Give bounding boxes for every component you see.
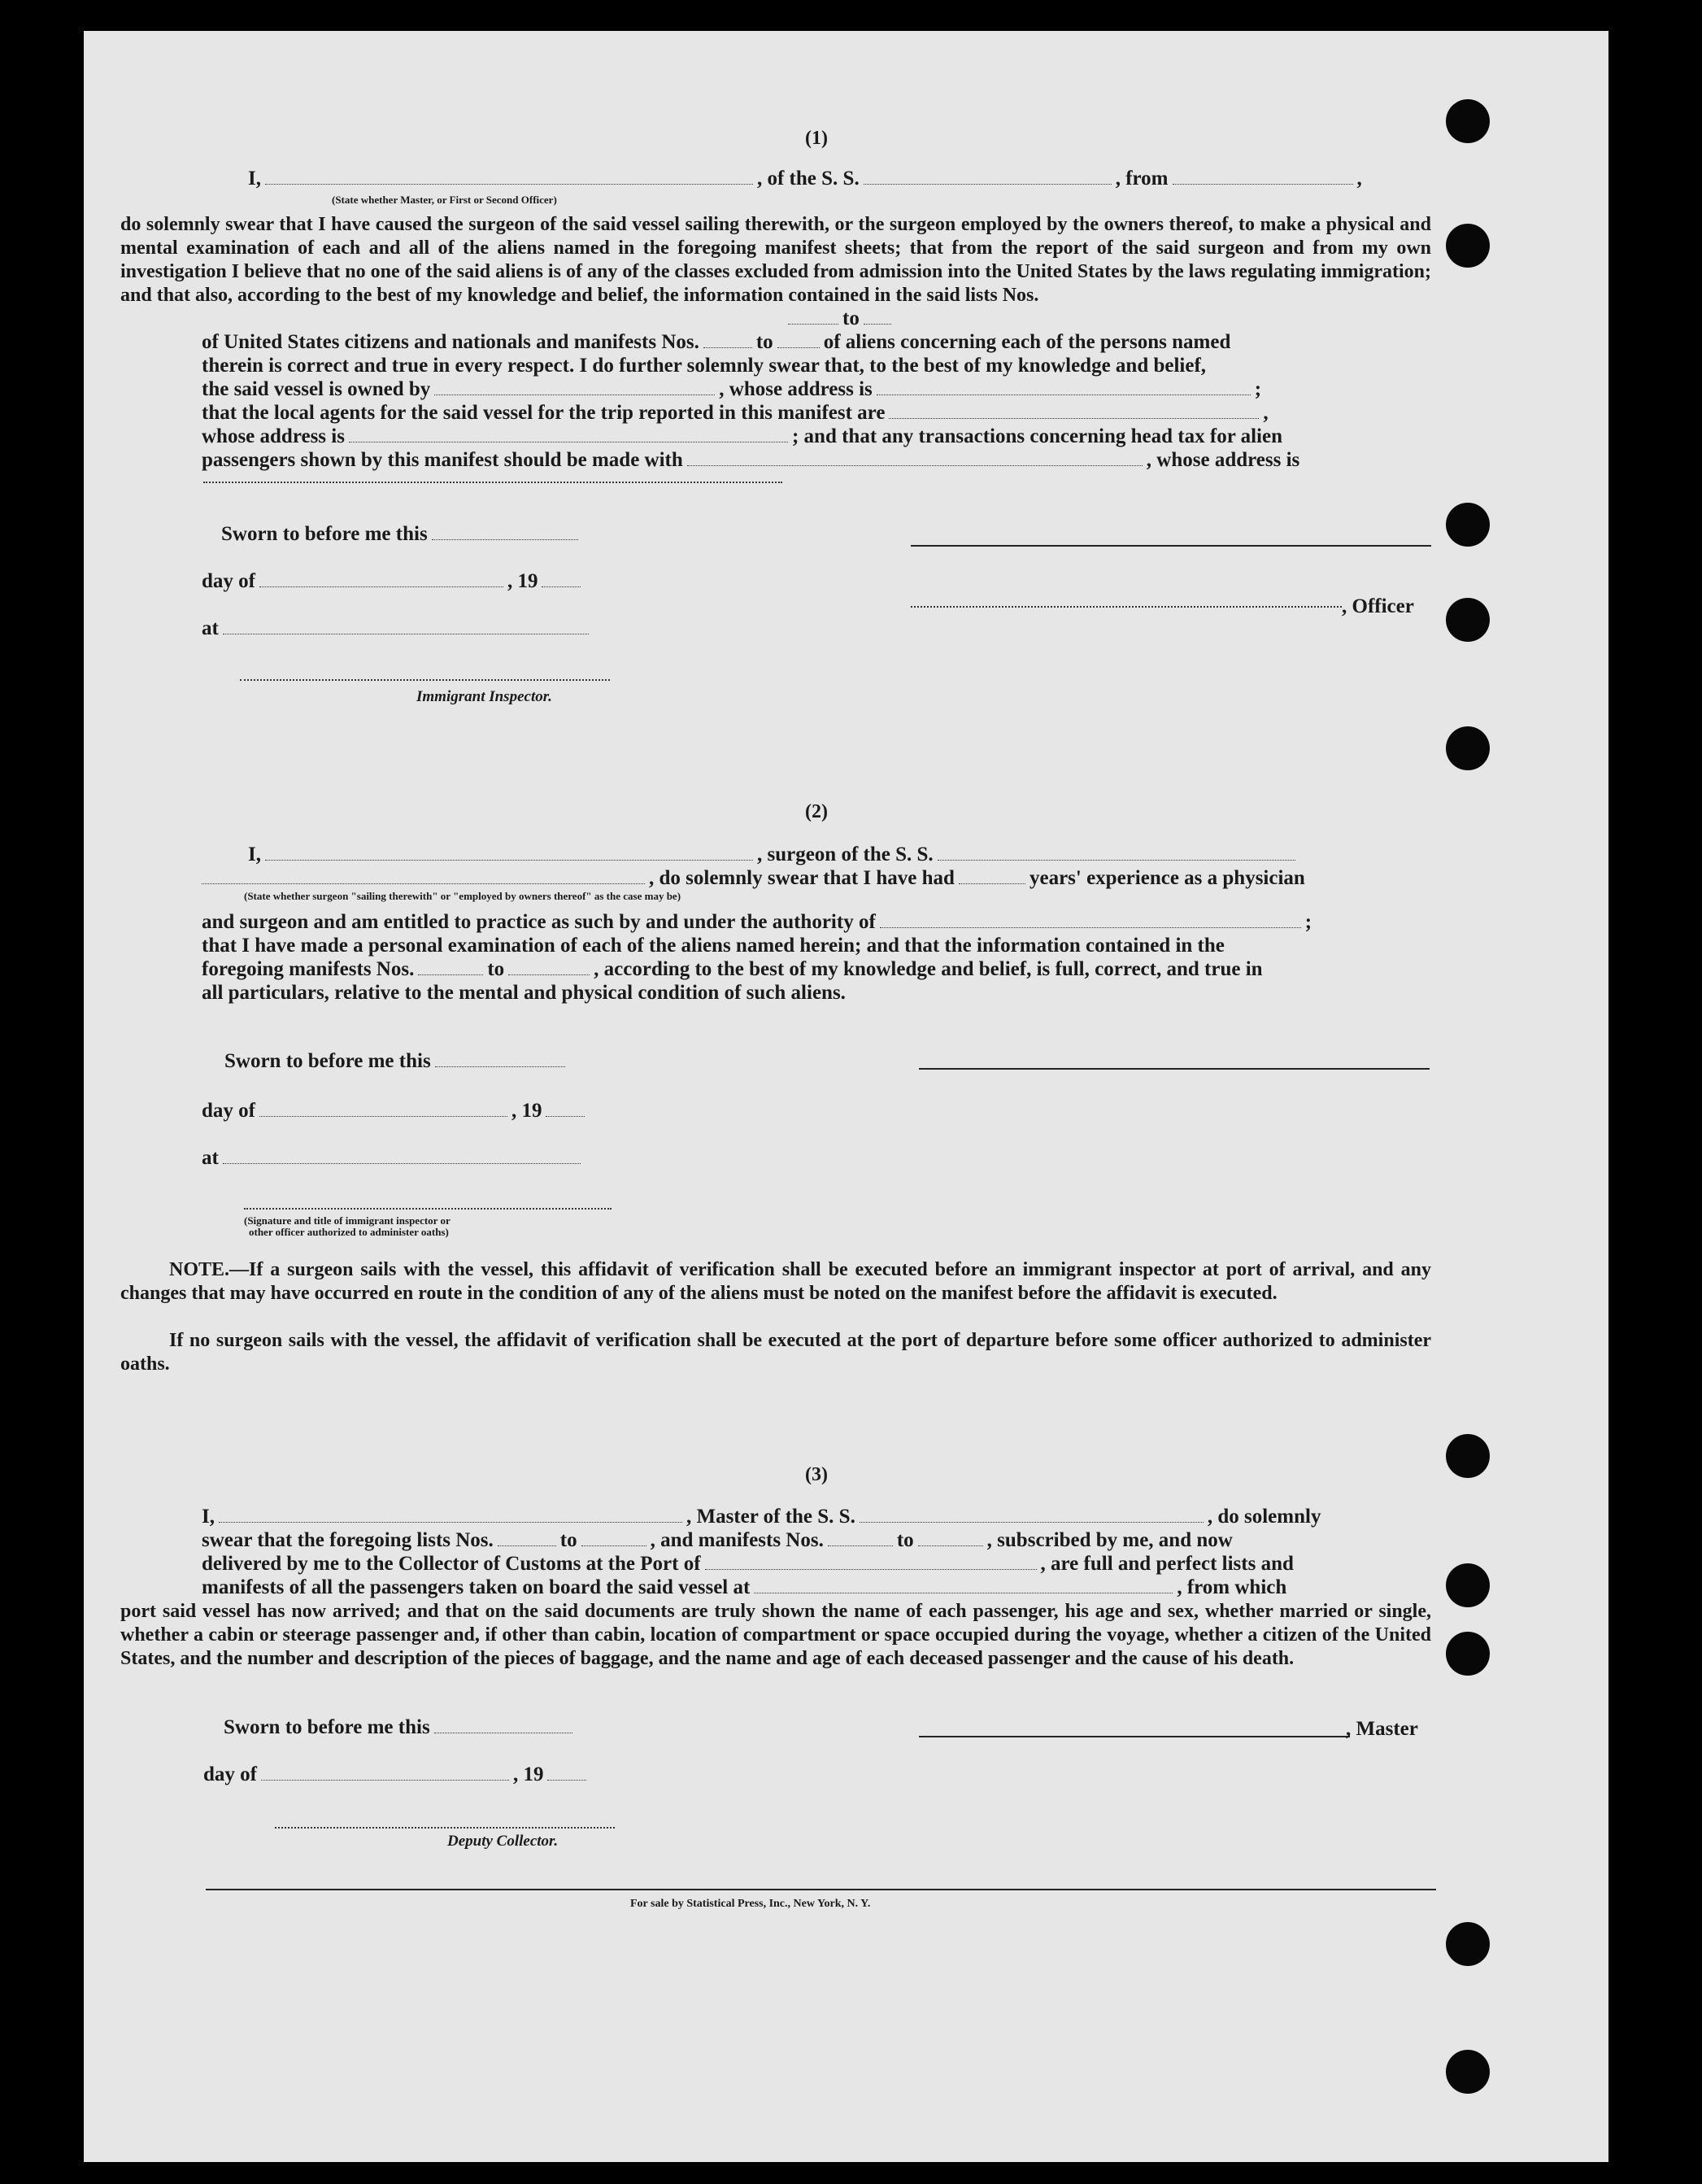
section-1-day: day of , 19 (202, 570, 585, 593)
section-1-at: at (202, 617, 593, 640)
section-3-sworn: Sworn to before me this (224, 1716, 577, 1739)
section-3-body: port said vessel has now arrived; and that on the said documents are truly shown the name of each passenger, his age and sex, whether married or single, whether a cabin or steerage passenger and, if other than cabin, location of compartment or space occupied during the voyage, whether a citizen of the United States, and the number and description of the pieces of baggage, and the name and age of each deceased passenger and the cause of his death. (120, 1601, 1431, 1669)
agents-line: that the local agents for the said vessel for the trip reported in this manifest are , (202, 402, 1269, 424)
agents-address-field[interactable] (349, 428, 788, 442)
year-field[interactable] (547, 1766, 586, 1781)
agents-address-line: whose address is ; and that any transactions concerning head tax for alien (202, 425, 1282, 447)
officer-signature-line[interactable] (911, 545, 1431, 547)
officer-label: , Officer (1342, 595, 1414, 617)
surgeon-status-field[interactable] (202, 870, 645, 884)
inspector-label: Immigrant Inspector. (416, 688, 552, 705)
years-experience-field[interactable] (959, 870, 1025, 884)
collector-label: Deputy Collector. (447, 1833, 559, 1850)
correct-line: therein is correct and true in every respect. I do further solemnly swear that, to the best of my knowledge and belief, (202, 355, 1207, 377)
passengers-line: passengers shown by this manifest should be made with , whose address is (202, 449, 1300, 471)
lists-to: to (784, 307, 895, 330)
particulars-line: all particulars, relative to the mental and physical condition of such aliens. (202, 982, 846, 1004)
master-name-field[interactable] (219, 1508, 682, 1523)
officer-name-field[interactable] (265, 170, 753, 185)
oath-line-1: I, , of the S. S. , from , (248, 168, 1362, 190)
lists-from-field[interactable] (498, 1532, 556, 1546)
binder-hole-icon (1446, 1922, 1490, 1966)
section-1-number: (1) (805, 128, 828, 149)
manifests-line: foregoing manifests Nos. to , according to the best of my knowledge and belief, is full, correct, and true in (202, 958, 1263, 980)
binder-hole-icon (1446, 503, 1490, 547)
manifest-to-field[interactable] (508, 961, 590, 975)
entitled-line: and surgeon and am entitled to practice as such by and under the authority of ; (202, 911, 1312, 933)
lists-from-field[interactable] (788, 310, 838, 325)
authority-field[interactable] (880, 913, 1301, 928)
head-tax-contact-field[interactable] (687, 451, 1143, 466)
owner-address-field[interactable] (877, 381, 1251, 395)
printer-footer: For sale by Statistical Press, Inc., New York, N. Y. (630, 1898, 871, 1910)
manifests-from-field[interactable] (828, 1532, 893, 1546)
lists-to-field[interactable] (864, 310, 891, 325)
inspector-signature-field[interactable] (240, 679, 610, 681)
surgeon-ship-field[interactable] (938, 846, 1295, 861)
section-2-number: (2) (805, 801, 828, 822)
ship-name-field[interactable] (864, 170, 1112, 185)
surgeon-signature-line[interactable] (919, 1068, 1430, 1070)
sworn-date-field[interactable] (432, 525, 578, 540)
binder-hole-icon (1446, 2050, 1490, 2094)
collector-signature-field[interactable] (275, 1827, 615, 1829)
month-field[interactable] (259, 573, 503, 587)
section-3-day: day of , 19 (203, 1763, 590, 1786)
binder-hole-icon (1446, 1563, 1490, 1607)
section-3-number: (3) (805, 1464, 828, 1485)
section-2-sworn: Sworn to before me this (224, 1050, 569, 1073)
sworn-date-field[interactable] (435, 1053, 565, 1067)
master-ship-field[interactable] (860, 1508, 1204, 1523)
delivered-line: delivered by me to the Collector of Customs at the Port of , are full and perfect lists and (202, 1553, 1294, 1575)
section-2-at: at (202, 1147, 585, 1170)
owned-line: the said vessel is owned by , whose address is ; (202, 378, 1262, 400)
place-field[interactable] (223, 1149, 581, 1164)
place-field[interactable] (223, 620, 589, 634)
month-field[interactable] (259, 1102, 507, 1117)
agents-field[interactable] (889, 404, 1259, 419)
surgeon-note: (State whether surgeon "sailing therewith" or "employed by owners thereof" as the case may be) (244, 890, 681, 902)
officer-title-field[interactable] (911, 606, 1342, 608)
manifest-from-field[interactable] (418, 961, 483, 975)
signature-note-2: other officer authorized to administer oaths) (249, 1226, 449, 1238)
master-signature-line[interactable] (919, 1736, 1350, 1737)
examination-line: that I have made a personal examination of each of the aliens named herein; and that the information contained in the (202, 935, 1225, 957)
manifest-from-field[interactable] (703, 333, 752, 348)
master-line: I, , Master of the S. S. , do solemnly (202, 1506, 1321, 1528)
lists-to-field[interactable] (581, 1532, 646, 1546)
lists-line: swear that the foregoing lists Nos. to , and manifests Nos. to , subscribed by me, and now (202, 1529, 1233, 1551)
binder-hole-icon (1446, 224, 1490, 268)
no-surgeon-paragraph: If no surgeon sails with the vessel, the affidavit of verification shall be executed at the port of departure before some officer authorized to administer oaths. (120, 1330, 1431, 1375)
section-1-sworn: Sworn to before me this (221, 523, 582, 546)
boarding-port-field[interactable] (754, 1579, 1173, 1593)
month-field[interactable] (261, 1766, 509, 1781)
head-tax-address-field[interactable] (203, 482, 782, 483)
signature-note-1: (Signature and title of immigrant inspector or (244, 1214, 451, 1227)
surgeon-name-field[interactable] (265, 846, 753, 861)
section-2-day: day of , 19 (202, 1100, 589, 1123)
binder-hole-icon (1446, 726, 1490, 770)
binder-hole-icon (1446, 1632, 1490, 1676)
manifests-of-line: manifests of all the passengers taken on board the said vessel at , from which (202, 1576, 1287, 1598)
manifests-to-field[interactable] (918, 1532, 983, 1546)
inspector-signature-field[interactable] (244, 1208, 612, 1210)
officer-note: (State whether Master, or First or Second Officer) (332, 194, 557, 206)
citizens-line: of United States citizens and nationals and manifests Nos. to of aliens concerning each of the persons named (202, 331, 1231, 353)
binder-hole-icon (1446, 1434, 1490, 1478)
port-field[interactable] (705, 1555, 1037, 1570)
year-field[interactable] (546, 1102, 585, 1117)
binder-hole-icon (1446, 99, 1490, 143)
section-1-body: do solemnly swear that I have caused the surgeon of the said vessel sailing therewith, or the surgeon employed by the owners thereof, to make a physical and mental examination of each and all of the aliens named in the foregoing manifest sheets; that from the report of the said surgeon and from my own investigation I believe that no one of the said aliens is of any of the classes excluded from admission into the United States by the laws regulating immigration; and that also, according to the best of my knowledge and belief, the information contained in the said lists Nos. (120, 214, 1431, 306)
manifest-to-field[interactable] (777, 333, 820, 348)
surgeon-line: I, , surgeon of the S. S. (248, 844, 1299, 866)
owner-field[interactable] (434, 381, 715, 395)
binder-hole-icon (1446, 598, 1490, 642)
sworn-date-field[interactable] (434, 1719, 572, 1733)
master-label: , Master (1346, 1718, 1418, 1740)
departure-port-field[interactable] (1173, 170, 1353, 185)
footer-divider (206, 1889, 1436, 1890)
year-field[interactable] (542, 573, 581, 587)
experience-line: , do solemnly swear that I have had years' experience as a physician (202, 867, 1305, 890)
surgeon-note-paragraph: NOTE.—If a surgeon sails with the vessel, this affidavit of verification shall be executed before an immigrant inspector at port of arrival, and any changes that may have occurred en route in the condition of any of the aliens must be noted on the manifest before the affidavit is executed. (120, 1259, 1431, 1304)
